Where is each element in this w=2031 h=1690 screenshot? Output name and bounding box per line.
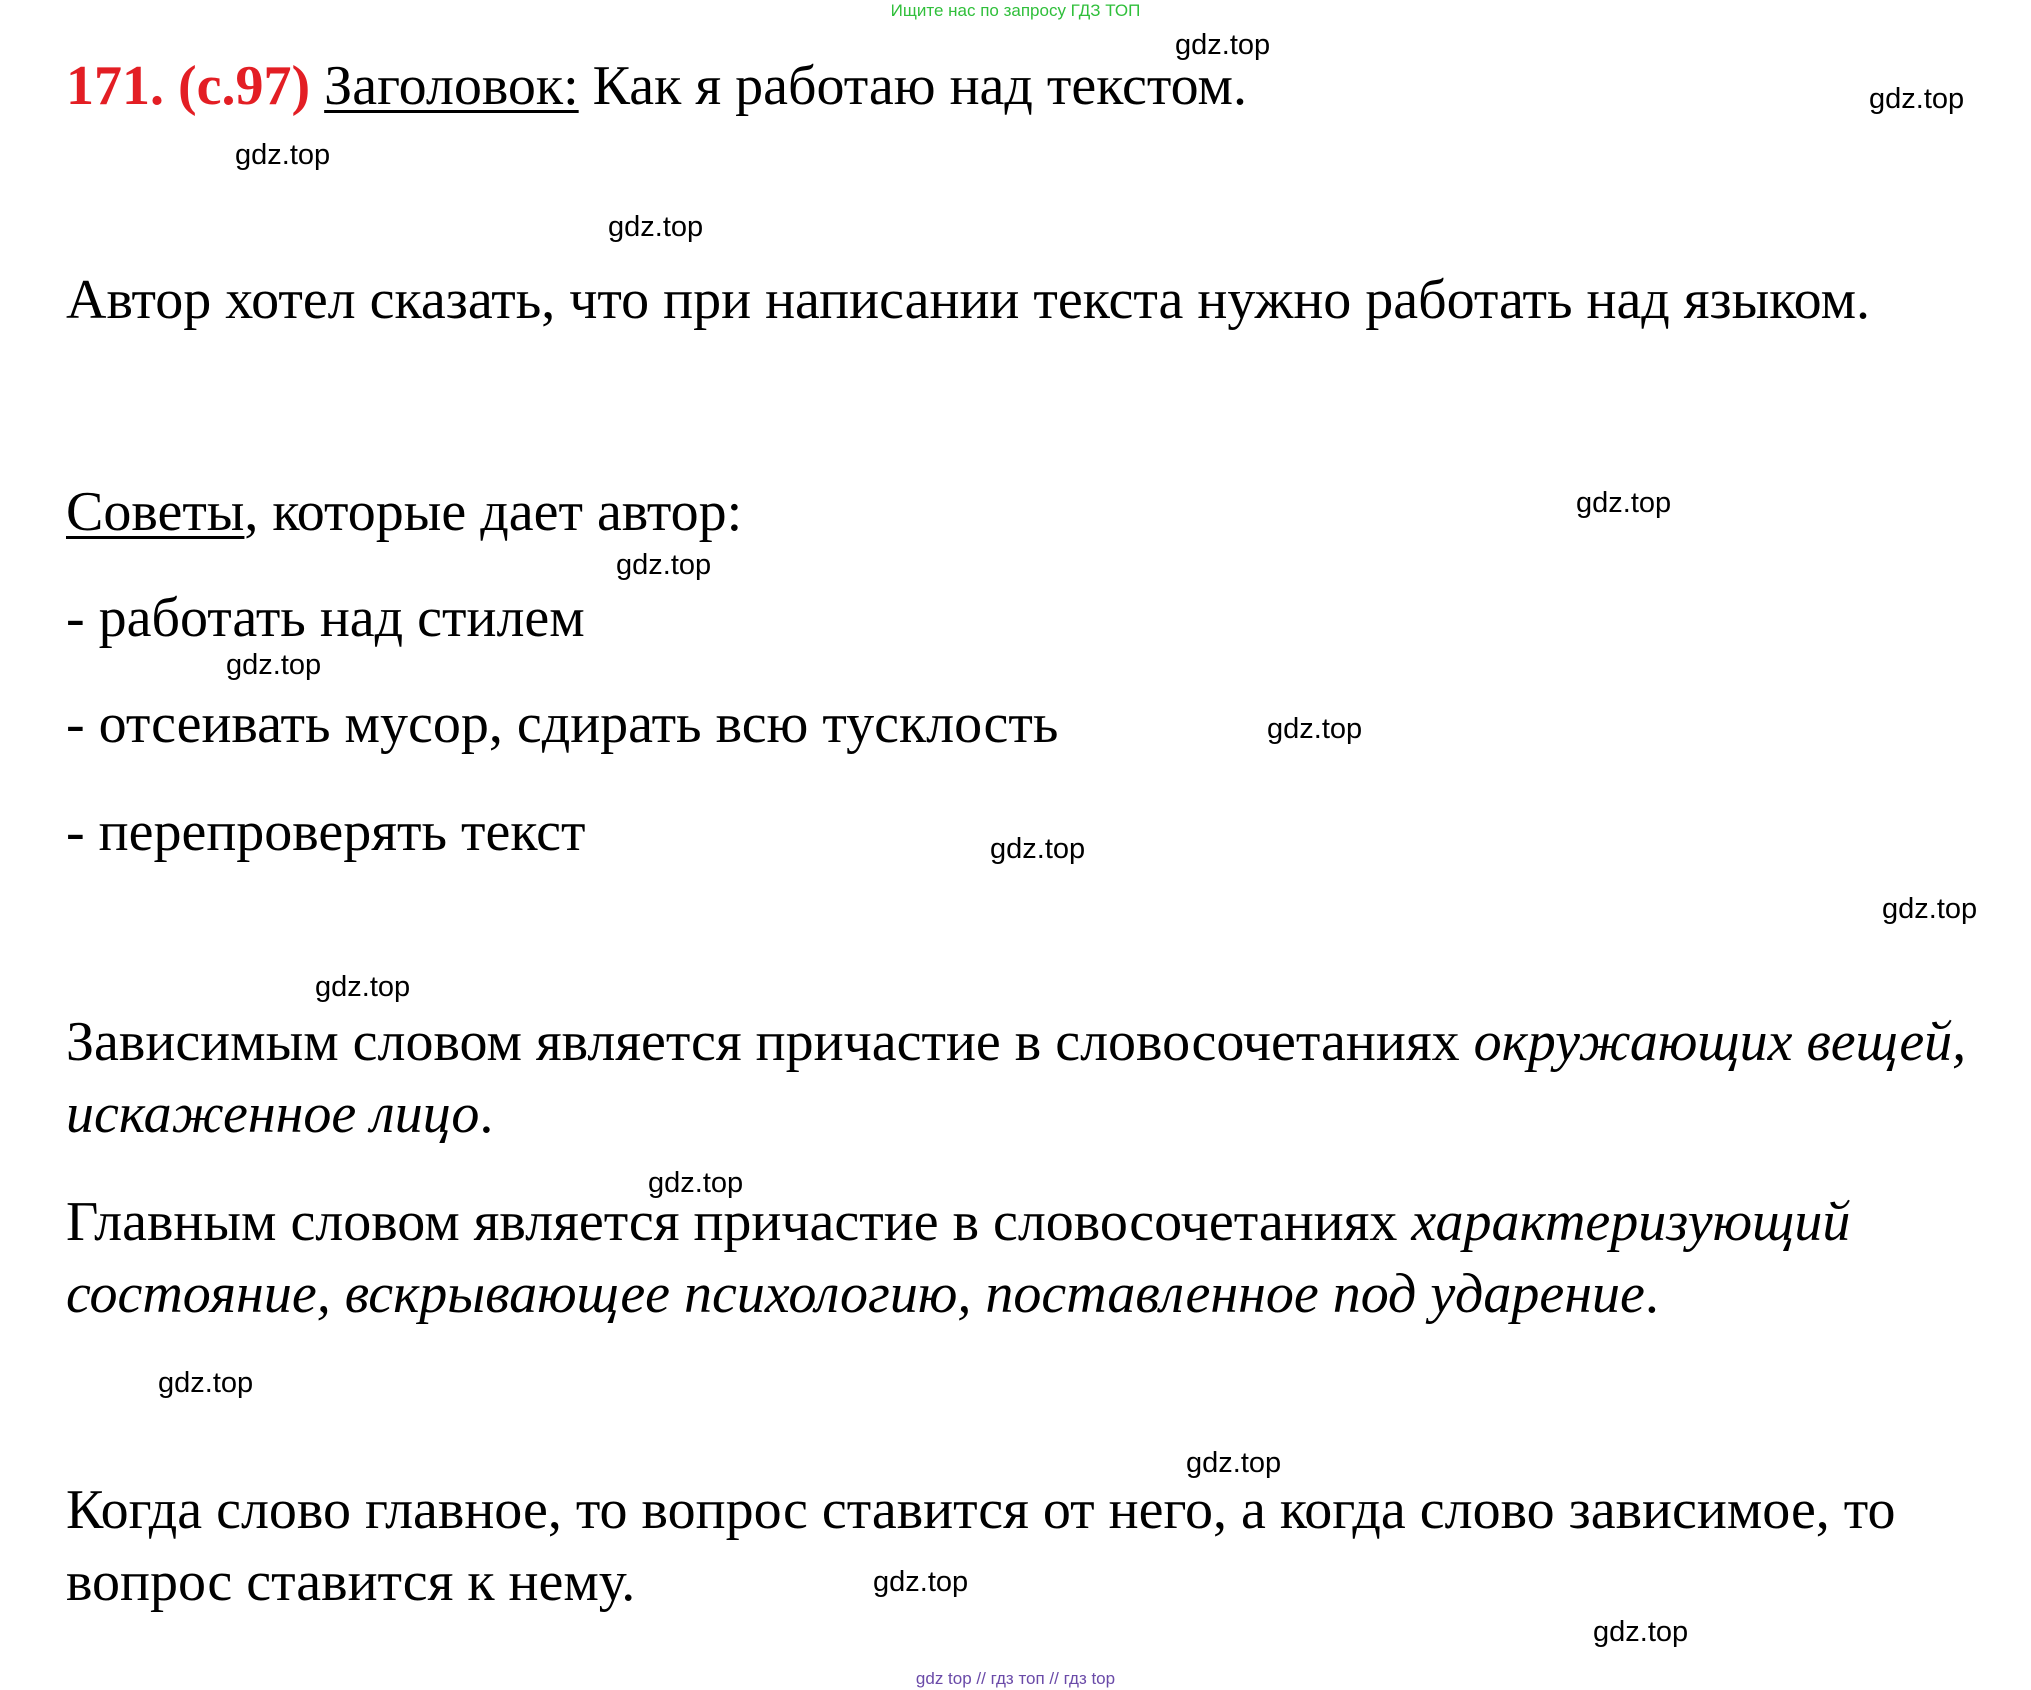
watermark: gdz.top (315, 971, 411, 1003)
main-word-paragraph (66, 1186, 2026, 1330)
watermark: gdz.top (158, 1367, 254, 1399)
advice-item-1: - работать над стилем (66, 587, 585, 649)
heading-label: Заголовок: (324, 55, 579, 117)
watermark: gdz.top (1267, 713, 1363, 745)
dependent-end: . (479, 1083, 494, 1145)
main-word-end: . (1644, 1263, 1659, 1325)
watermark: gdz.top (990, 833, 1086, 865)
dependent-examples: окружающих вещей, искаженное лицо (66, 1011, 1967, 1145)
dependent-text: Зависимым словом является причастие в словосочетаниях (66, 1011, 1474, 1073)
advice-item-3: - перепроверять текст (66, 801, 586, 863)
watermark: gdz.top (1175, 29, 1271, 61)
footer-links[interactable]: gdz top // гдз топ // гдз top (915, 1669, 1116, 1688)
main-word-text: Главным словом является причастие в словосочетаниях (66, 1191, 1412, 1253)
advice-title-underlined: Советы (66, 481, 245, 543)
dependent-paragraph (66, 1006, 2026, 1150)
watermark: gdz.top (1882, 893, 1978, 925)
watermark: gdz.top (1576, 487, 1672, 519)
exercise-heading (66, 50, 1247, 122)
watermark: gdz.top (648, 1167, 744, 1199)
author-statement: Автор хотел сказать, что при написании текста нужно работать над языком. (66, 269, 1871, 331)
heading-title: Как я работаю над текстом. (592, 55, 1247, 117)
main-word-examples: характеризующий состояние, вскрывающее психологию, поставленное под ударение (66, 1191, 1851, 1325)
watermark: gdz.top (235, 139, 331, 171)
advice-title (66, 476, 742, 548)
watermark: gdz.top (1869, 83, 1965, 115)
watermark: gdz.top (1593, 1616, 1689, 1648)
watermark: gdz.top (226, 649, 322, 681)
exercise-number: 171. (с.97) (66, 55, 311, 117)
advice-title-rest: , которые дает автор: (244, 481, 743, 543)
watermark: gdz.top (1186, 1447, 1282, 1479)
watermark: gdz.top (608, 211, 704, 243)
watermark: gdz.top (873, 1566, 969, 1598)
conclusion-paragraph: Когда слово главное, то вопрос ставится от него, а когда слово зависимое, то вопрос ставится к нему. (66, 1479, 1896, 1613)
watermark: gdz.top (616, 549, 712, 581)
top-banner[interactable]: Ищите нас по запросу ГДЗ ТОП (890, 1, 1141, 20)
advice-item-2: - отсеивать мусор, сдирать всю тусклость (66, 693, 1059, 755)
